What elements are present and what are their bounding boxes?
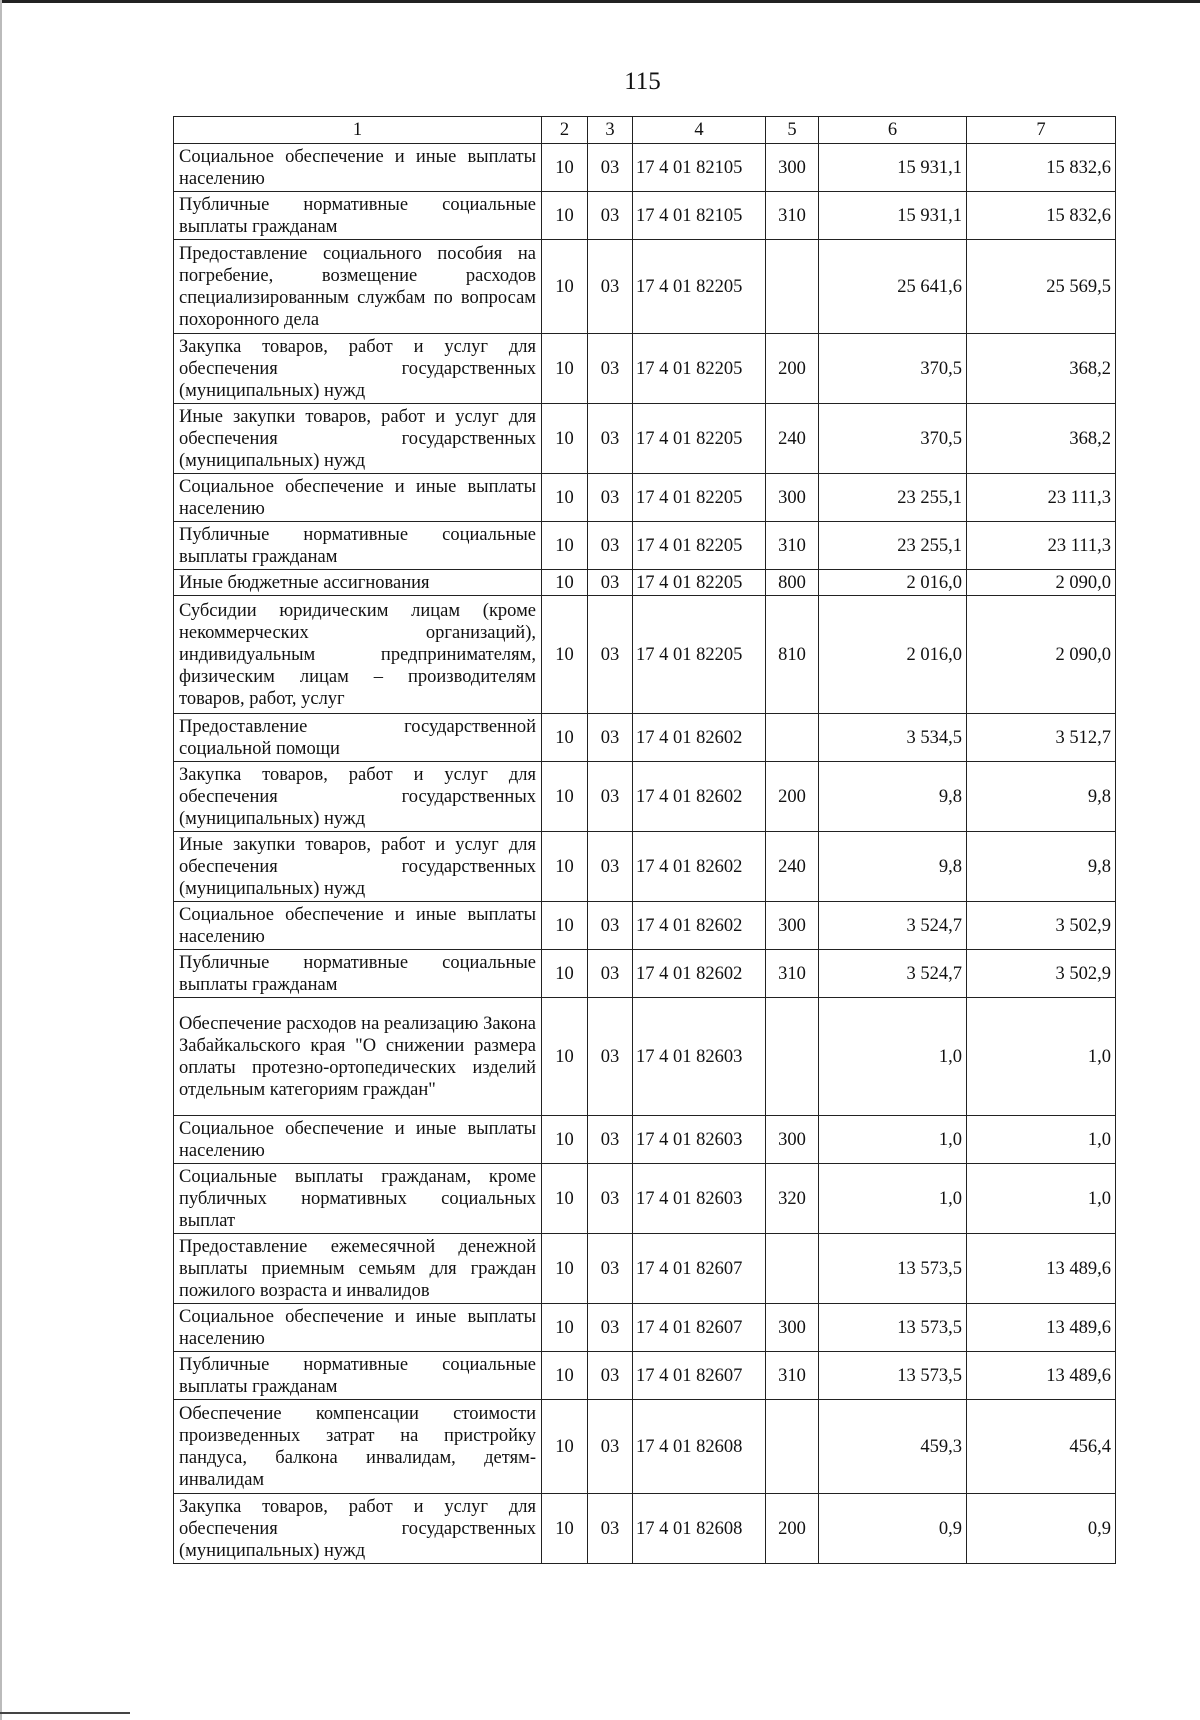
table-row: [174, 1400, 1116, 1494]
cell-expense-type: [766, 240, 819, 334]
cell-expense-type: 310: [766, 950, 819, 998]
cell-target-article: 17 4 01 82607: [633, 1304, 766, 1352]
cell-amount-col6: 9,8: [819, 832, 967, 902]
cell-expense-type: [766, 1400, 819, 1494]
cell-description: Иные бюджетные ассигнования: [174, 570, 542, 596]
cell-subsection: 03: [588, 334, 633, 404]
cell-section: 10: [542, 596, 588, 714]
cell-description: Иные закупки товаров, работ и услуг для обеспечения государственных (муниципальных) нужд: [174, 832, 542, 902]
cell-section: 10: [542, 1164, 588, 1234]
cell-amount-col7: 1,0: [967, 1116, 1116, 1164]
cell-subsection: 03: [588, 762, 633, 832]
cell-subsection: 03: [588, 1352, 633, 1400]
cell-description: Закупка товаров, работ и услуг для обеспечения государственных (муниципальных) нужд: [174, 762, 542, 832]
cell-expense-type: 240: [766, 404, 819, 474]
table-row: [174, 192, 1116, 240]
cell-section: 10: [542, 570, 588, 596]
cell-expense-type: 810: [766, 596, 819, 714]
cell-section: 10: [542, 144, 588, 192]
cell-description: Закупка товаров, работ и услуг для обеспечения государственных (муниципальных) нужд: [174, 334, 542, 404]
cell-description: Субсидии юридическим лицам (кроме некоммерческих организаций), индивидуальным предпринимателям, физическим лицам – производителям товаров, работ, услуг: [174, 596, 542, 714]
cell-subsection: 03: [588, 1400, 633, 1494]
cell-subsection: 03: [588, 404, 633, 474]
cell-subsection: 03: [588, 474, 633, 522]
cell-target-article: 17 4 01 82602: [633, 950, 766, 998]
cell-amount-col6: 3 534,5: [819, 714, 967, 762]
cell-subsection: 03: [588, 950, 633, 998]
page-number: 115: [624, 68, 661, 95]
cell-expense-type: [766, 714, 819, 762]
cell-subsection: 03: [588, 714, 633, 762]
cell-target-article: 17 4 01 82602: [633, 902, 766, 950]
table-row: [174, 240, 1116, 334]
cell-target-article: 17 4 01 82607: [633, 1352, 766, 1400]
cell-amount-col6: 1,0: [819, 1164, 967, 1234]
cell-target-article: 17 4 01 82608: [633, 1400, 766, 1494]
table-row: [174, 522, 1116, 570]
header-col-5: 5: [766, 117, 819, 144]
cell-amount-col7: 25 569,5: [967, 240, 1116, 334]
table-row: [174, 404, 1116, 474]
cell-amount-col7: 3 512,7: [967, 714, 1116, 762]
table-row: [174, 714, 1116, 762]
cell-section: 10: [542, 522, 588, 570]
cell-amount-col6: 13 573,5: [819, 1234, 967, 1304]
cell-description: Социальное обеспечение и иные выплаты населению: [174, 144, 542, 192]
cell-subsection: 03: [588, 596, 633, 714]
cell-description: Социальные выплаты гражданам, кроме публичных нормативных социальных выплат: [174, 1164, 542, 1234]
cell-section: 10: [542, 334, 588, 404]
cell-amount-col7: 15 832,6: [967, 192, 1116, 240]
cell-section: 10: [542, 474, 588, 522]
cell-expense-type: 240: [766, 832, 819, 902]
table-row: [174, 570, 1116, 596]
header-col-1: 1: [174, 117, 542, 144]
cell-subsection: 03: [588, 832, 633, 902]
budget-table: [173, 116, 1116, 1564]
table-row: [174, 1304, 1116, 1352]
cell-amount-col7: 456,4: [967, 1400, 1116, 1494]
cell-amount-col6: 2 016,0: [819, 570, 967, 596]
table-row: [174, 832, 1116, 902]
cell-section: 10: [542, 1234, 588, 1304]
cell-target-article: 17 4 01 82205: [633, 522, 766, 570]
cell-expense-type: 300: [766, 1116, 819, 1164]
cell-description: Социальное обеспечение и иные выплаты населению: [174, 1116, 542, 1164]
table-row: [174, 1234, 1116, 1304]
cell-subsection: 03: [588, 902, 633, 950]
table-row: [174, 1352, 1116, 1400]
cell-subsection: 03: [588, 144, 633, 192]
table-row: [174, 1164, 1116, 1234]
table-row: [174, 950, 1116, 998]
cell-target-article: 17 4 01 82608: [633, 1494, 766, 1564]
cell-subsection: 03: [588, 1116, 633, 1164]
cell-expense-type: 310: [766, 192, 819, 240]
scan-left-edge: [0, 0, 2, 1720]
cell-section: 10: [542, 404, 588, 474]
cell-section: 10: [542, 902, 588, 950]
cell-amount-col6: 23 255,1: [819, 474, 967, 522]
cell-target-article: 17 4 01 82603: [633, 998, 766, 1116]
cell-amount-col6: 2 016,0: [819, 596, 967, 714]
cell-subsection: 03: [588, 570, 633, 596]
cell-target-article: 17 4 01 82602: [633, 714, 766, 762]
cell-expense-type: [766, 998, 819, 1116]
cell-amount-col7: 368,2: [967, 404, 1116, 474]
cell-section: 10: [542, 1116, 588, 1164]
cell-amount-col6: 3 524,7: [819, 902, 967, 950]
cell-subsection: 03: [588, 1494, 633, 1564]
cell-amount-col7: 9,8: [967, 762, 1116, 832]
cell-amount-col7: 0,9: [967, 1494, 1116, 1564]
table-row: [174, 474, 1116, 522]
cell-target-article: 17 4 01 82105: [633, 144, 766, 192]
cell-expense-type: 200: [766, 334, 819, 404]
cell-expense-type: 300: [766, 1304, 819, 1352]
cell-amount-col7: 3 502,9: [967, 902, 1116, 950]
table-row: [174, 1494, 1116, 1564]
cell-description: Предоставление социального пособия на погребение, возмещение расходов специализированным службам по вопросам похоронного дела: [174, 240, 542, 334]
table-row: [174, 998, 1116, 1116]
cell-expense-type: 300: [766, 474, 819, 522]
cell-amount-col6: 1,0: [819, 998, 967, 1116]
cell-target-article: 17 4 01 82205: [633, 404, 766, 474]
cell-amount-col6: 0,9: [819, 1494, 967, 1564]
cell-target-article: 17 4 01 82205: [633, 474, 766, 522]
cell-subsection: 03: [588, 522, 633, 570]
cell-target-article: 17 4 01 82602: [633, 832, 766, 902]
table-row: [174, 762, 1116, 832]
cell-description: Закупка товаров, работ и услуг для обеспечения государственных (муниципальных) нужд: [174, 1494, 542, 1564]
cell-section: 10: [542, 1352, 588, 1400]
cell-section: 10: [542, 832, 588, 902]
cell-description: Социальное обеспечение и иные выплаты населению: [174, 902, 542, 950]
cell-amount-col7: 23 111,3: [967, 522, 1116, 570]
header-col-7: 7: [967, 117, 1116, 144]
table-row: [174, 596, 1116, 714]
cell-target-article: 17 4 01 82205: [633, 240, 766, 334]
cell-amount-col7: 368,2: [967, 334, 1116, 404]
cell-target-article: 17 4 01 82205: [633, 596, 766, 714]
cell-expense-type: 800: [766, 570, 819, 596]
cell-target-article: 17 4 01 82105: [633, 192, 766, 240]
cell-description: Публичные нормативные социальные выплаты гражданам: [174, 1352, 542, 1400]
cell-section: 10: [542, 950, 588, 998]
cell-expense-type: [766, 1234, 819, 1304]
cell-subsection: 03: [588, 240, 633, 334]
cell-target-article: 17 4 01 82607: [633, 1234, 766, 1304]
cell-amount-col7: 13 489,6: [967, 1304, 1116, 1352]
cell-description: Публичные нормативные социальные выплаты гражданам: [174, 522, 542, 570]
cell-amount-col7: 15 832,6: [967, 144, 1116, 192]
table-body: [174, 144, 1116, 1564]
table-header: [174, 117, 1116, 144]
top-border-line: [0, 0, 1200, 3]
cell-expense-type: 310: [766, 522, 819, 570]
cell-amount-col7: 13 489,6: [967, 1234, 1116, 1304]
cell-subsection: 03: [588, 1304, 633, 1352]
cell-description: Публичные нормативные социальные выплаты гражданам: [174, 950, 542, 998]
cell-amount-col7: 9,8: [967, 832, 1116, 902]
cell-amount-col6: 25 641,6: [819, 240, 967, 334]
cell-amount-col7: 2 090,0: [967, 596, 1116, 714]
cell-description: Предоставление государственной социальной помощи: [174, 714, 542, 762]
header-col-3: 3: [588, 117, 633, 144]
cell-section: 10: [542, 1400, 588, 1494]
cell-subsection: 03: [588, 1234, 633, 1304]
table-row: [174, 902, 1116, 950]
cell-section: 10: [542, 714, 588, 762]
header-col-4: 4: [633, 117, 766, 144]
cell-amount-col6: 15 931,1: [819, 144, 967, 192]
cell-amount-col6: 15 931,1: [819, 192, 967, 240]
cell-section: 10: [542, 762, 588, 832]
cell-subsection: 03: [588, 192, 633, 240]
cell-target-article: 17 4 01 82205: [633, 570, 766, 596]
cell-expense-type: 200: [766, 1494, 819, 1564]
header-col-2: 2: [542, 117, 588, 144]
cell-target-article: 17 4 01 82603: [633, 1164, 766, 1234]
cell-amount-col6: 13 573,5: [819, 1304, 967, 1352]
cell-description: Социальное обеспечение и иные выплаты населению: [174, 1304, 542, 1352]
table-row: [174, 334, 1116, 404]
cell-description: Обеспечение компенсации стоимости произведенных затрат на пристройку пандуса, балкона инвалидам, детям-инвалидам: [174, 1400, 542, 1494]
cell-amount-col6: 459,3: [819, 1400, 967, 1494]
cell-target-article: 17 4 01 82205: [633, 334, 766, 404]
cell-amount-col6: 23 255,1: [819, 522, 967, 570]
cell-section: 10: [542, 192, 588, 240]
cell-amount-col7: 13 489,6: [967, 1352, 1116, 1400]
cell-section: 10: [542, 1304, 588, 1352]
cell-amount-col6: 1,0: [819, 1116, 967, 1164]
table-row: [174, 1116, 1116, 1164]
cell-amount-col7: 1,0: [967, 1164, 1116, 1234]
cell-section: 10: [542, 1494, 588, 1564]
cell-expense-type: 200: [766, 762, 819, 832]
cell-section: 10: [542, 240, 588, 334]
cell-amount-col6: 13 573,5: [819, 1352, 967, 1400]
bottom-border-line: [0, 1712, 130, 1714]
cell-description: Социальное обеспечение и иные выплаты населению: [174, 474, 542, 522]
cell-subsection: 03: [588, 998, 633, 1116]
cell-expense-type: 320: [766, 1164, 819, 1234]
cell-target-article: 17 4 01 82603: [633, 1116, 766, 1164]
cell-amount-col6: 370,5: [819, 334, 967, 404]
table-row: [174, 144, 1116, 192]
cell-section: 10: [542, 998, 588, 1116]
header-col-6: 6: [819, 117, 967, 144]
cell-subsection: 03: [588, 1164, 633, 1234]
cell-amount-col7: 3 502,9: [967, 950, 1116, 998]
cell-expense-type: 300: [766, 144, 819, 192]
cell-amount-col6: 370,5: [819, 404, 967, 474]
cell-amount-col7: 23 111,3: [967, 474, 1116, 522]
cell-amount-col7: 1,0: [967, 998, 1116, 1116]
header-row: [174, 117, 1116, 144]
cell-description: Предоставление ежемесячной денежной выплаты приемным семьям для граждан пожилого возраста и инвалидов: [174, 1234, 542, 1304]
cell-description: Публичные нормативные социальные выплаты гражданам: [174, 192, 542, 240]
cell-description: Иные закупки товаров, работ и услуг для обеспечения государственных (муниципальных) нужд: [174, 404, 542, 474]
cell-target-article: 17 4 01 82602: [633, 762, 766, 832]
cell-description: Обеспечение расходов на реализацию Закона Забайкальского края "О снижении размера оплаты протезно-ортопедических изделий отдельным категориям граждан": [174, 998, 542, 1116]
cell-amount-col6: 3 524,7: [819, 950, 967, 998]
cell-amount-col7: 2 090,0: [967, 570, 1116, 596]
cell-amount-col6: 9,8: [819, 762, 967, 832]
cell-expense-type: 310: [766, 1352, 819, 1400]
cell-expense-type: 300: [766, 902, 819, 950]
